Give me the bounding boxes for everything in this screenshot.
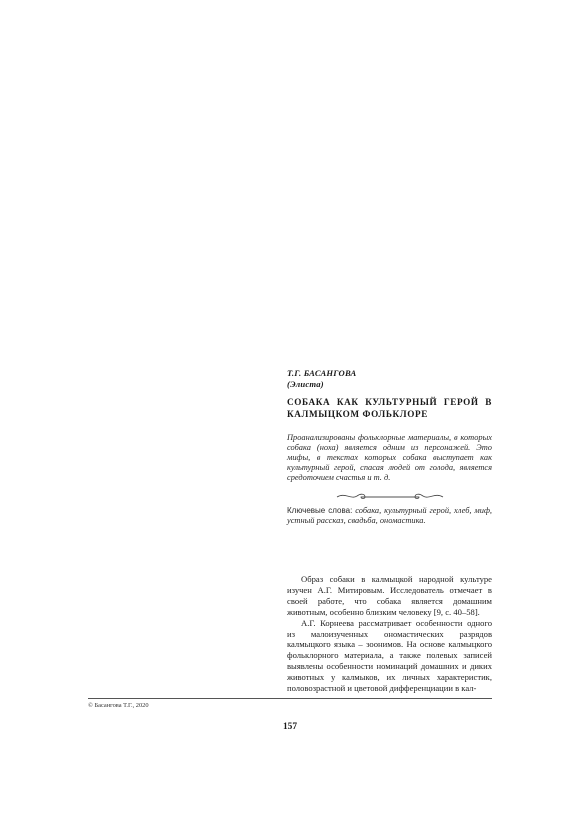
paragraph: А.Г. Корнеева рассматривает особенности одного из малоизученных ономастических разрядов калмыцкого языка – зоонимов. На основе калмыцкого фольклорного материала, а также полевых записей выявлены особенности номинаций домашних и диких животных у калмыков, их личных характеристик, половозрастной и цветовой дифференциации в кал- xyxy=(287,617,492,694)
abstract: Проанализированы фольклорные материалы, в которых собака (ноха) является одним из персонажей. Это мифы, в текстах которых собака выступает как культурный герой, спасая людей от голода, является средоточием счастья и т. д. xyxy=(287,433,492,483)
author-block xyxy=(287,368,492,389)
keywords-block xyxy=(287,506,492,526)
article-title: СОБАКА КАК КУЛЬТУРНЫЙ ГЕРОЙ В КАЛМЫЦКОМ ФОЛЬКЛОРЕ xyxy=(287,397,492,419)
ornament-divider xyxy=(335,491,445,501)
article-body xyxy=(287,574,492,694)
copyright-notice: © Басангова Т.Г., 2020 xyxy=(88,702,149,709)
page-number: 157 xyxy=(282,722,298,732)
author-city: (Элиста) xyxy=(287,378,324,389)
keywords-label: Ключевые слова: xyxy=(287,506,353,515)
author-name: Т.Г. БАСАНГОВА xyxy=(287,368,357,378)
footnote-rule xyxy=(88,698,492,699)
paragraph: Образ собаки в калмыцкой народной культуре изучен А.Г. Митировым. Исследователь отмечает в своей работе, что собака является домашним животным, особенно близким человеку [9, с. 40–58]. xyxy=(287,574,492,617)
keywords-list: собака, культурный герой, хлеб, миф, устный рассказ, свадьба, ономастика. xyxy=(287,506,492,526)
